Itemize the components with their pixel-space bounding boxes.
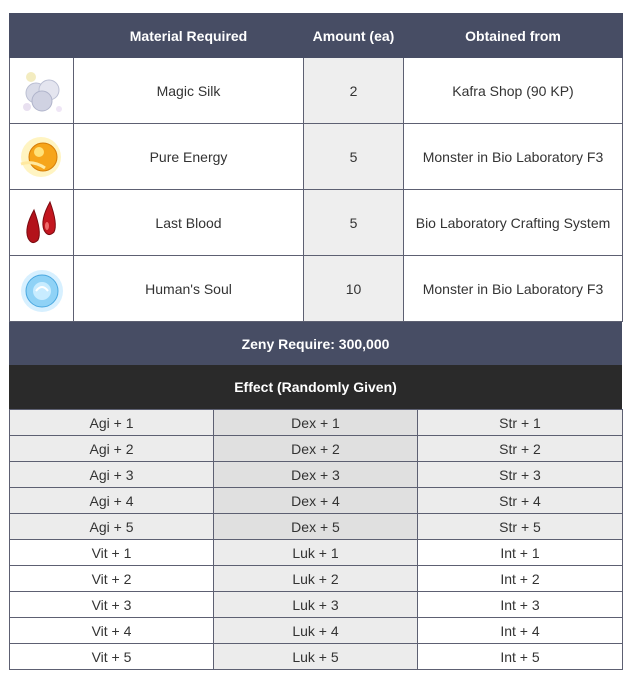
material-source: Monster in Bio Laboratory F3 <box>404 256 623 322</box>
zeny-requirement: Zeny Require: 300,000 <box>10 323 622 365</box>
effect-cell: Int + 3 <box>418 592 623 618</box>
effect-cell: Luk + 4 <box>214 618 418 644</box>
material-source: Monster in Bio Laboratory F3 <box>404 124 623 190</box>
material-row <box>10 190 623 256</box>
effect-cell: Agi + 1 <box>10 410 214 436</box>
material-source: Kafra Shop (90 KP) <box>404 58 623 124</box>
material-amount: 10 <box>304 256 404 322</box>
material-source: Bio Laboratory Crafting System <box>404 190 623 256</box>
effect-cell: Str + 1 <box>418 410 623 436</box>
effect-cell: Luk + 5 <box>214 644 418 670</box>
effect-row <box>10 540 623 566</box>
effect-cell: Vit + 1 <box>10 540 214 566</box>
material-row <box>10 256 623 322</box>
effect-row <box>10 644 623 670</box>
effect-cell: Dex + 2 <box>214 436 418 462</box>
pure-energy-icon <box>15 130 69 184</box>
materials-header-row <box>10 14 623 58</box>
material-amount: 5 <box>304 124 404 190</box>
material-name: Human's Soul <box>74 256 304 322</box>
material-icon-cell <box>10 256 74 322</box>
effect-header-table <box>9 365 622 409</box>
material-row <box>10 58 623 124</box>
effect-cell: Agi + 2 <box>10 436 214 462</box>
material-amount: 2 <box>304 58 404 124</box>
effect-cell: Str + 5 <box>418 514 623 540</box>
material-amount: 5 <box>304 190 404 256</box>
effect-row <box>10 592 623 618</box>
effect-cell: Vit + 4 <box>10 618 214 644</box>
effect-cell: Int + 1 <box>418 540 623 566</box>
zeny-table <box>9 322 622 365</box>
effect-cell: Vit + 5 <box>10 644 214 670</box>
effects-table <box>9 409 623 670</box>
effect-cell: Str + 2 <box>418 436 623 462</box>
effect-cell: Agi + 3 <box>10 462 214 488</box>
material-icon-cell <box>10 58 74 124</box>
material-icon-cell <box>10 124 74 190</box>
effect-row <box>10 410 623 436</box>
effect-row <box>10 462 623 488</box>
effect-title: Effect (Randomly Given) <box>10 366 622 409</box>
humans-soul-icon <box>16 261 68 317</box>
effect-cell: Dex + 4 <box>214 488 418 514</box>
effect-cell: Dex + 1 <box>214 410 418 436</box>
effect-cell: Str + 4 <box>418 488 623 514</box>
effect-row <box>10 566 623 592</box>
effect-row <box>10 436 623 462</box>
material-icon-cell <box>10 190 74 256</box>
effect-cell: Luk + 1 <box>214 540 418 566</box>
materials-table <box>9 13 623 322</box>
material-name: Magic Silk <box>74 58 304 124</box>
effect-cell: Agi + 4 <box>10 488 214 514</box>
material-name: Pure Energy <box>74 124 304 190</box>
effect-cell: Agi + 5 <box>10 514 214 540</box>
effect-row <box>10 488 623 514</box>
effect-cell: Int + 4 <box>418 618 623 644</box>
material-row <box>10 124 623 190</box>
header-source: Obtained from <box>404 14 623 58</box>
effect-row <box>10 514 623 540</box>
effect-cell: Vit + 3 <box>10 592 214 618</box>
magic-silk-icon <box>17 63 67 119</box>
last-blood-icon <box>20 196 64 250</box>
effect-cell: Luk + 3 <box>214 592 418 618</box>
effect-cell: Vit + 2 <box>10 566 214 592</box>
crafting-info <box>9 13 622 670</box>
effect-cell: Dex + 3 <box>214 462 418 488</box>
material-name: Last Blood <box>74 190 304 256</box>
header-amount: Amount (ea) <box>304 14 404 58</box>
effect-cell: Str + 3 <box>418 462 623 488</box>
effect-cell: Luk + 2 <box>214 566 418 592</box>
effect-cell: Int + 5 <box>418 644 623 670</box>
effect-cell: Dex + 5 <box>214 514 418 540</box>
header-icon-column <box>10 14 74 58</box>
effect-row <box>10 618 623 644</box>
effect-cell: Int + 2 <box>418 566 623 592</box>
header-material: Material Required <box>74 14 304 58</box>
